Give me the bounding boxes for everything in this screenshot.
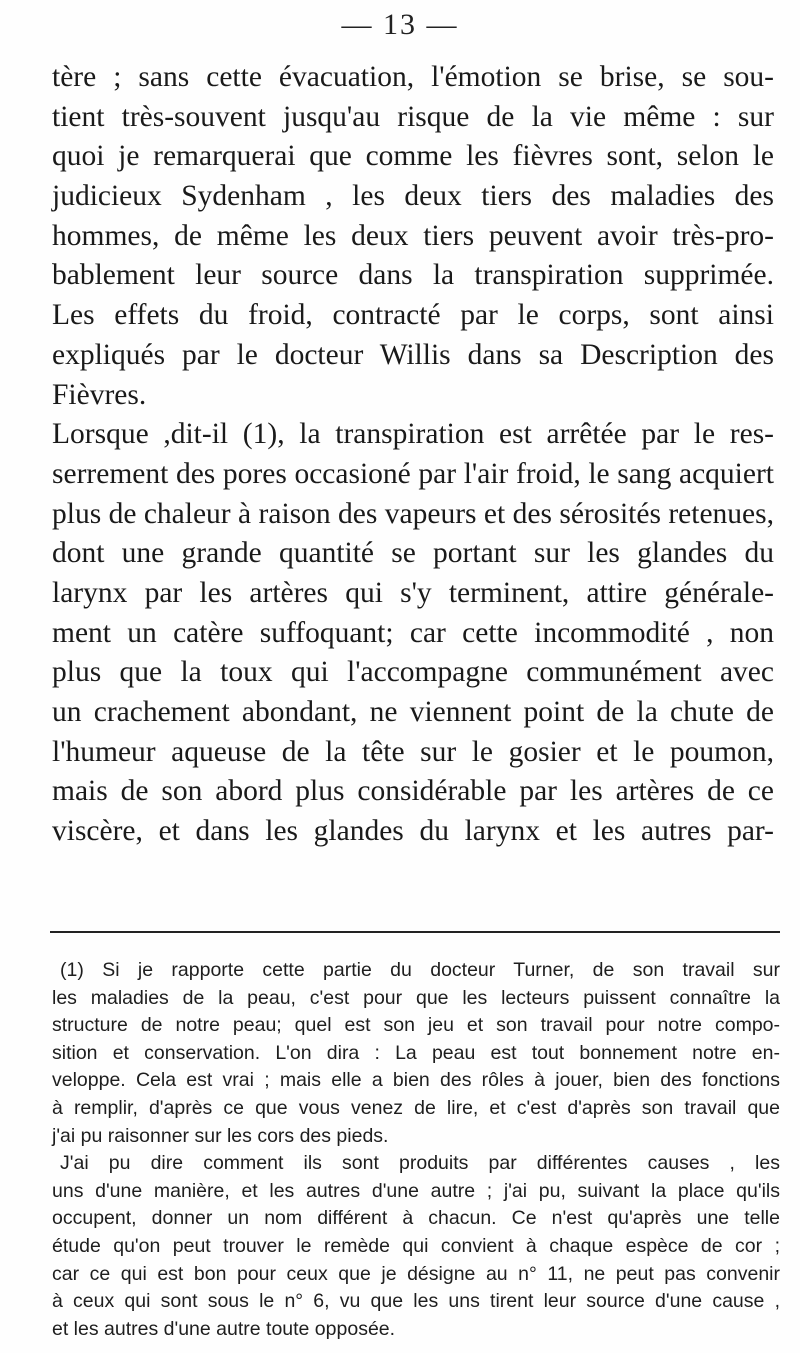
- text-line: larynx par les artères qui s'y terminent, attire générale-: [52, 576, 774, 609]
- footnote-line: occupent, donner un nom différent à chacun. Ce n'est qu'après une telle: [52, 1207, 780, 1230]
- text-line: l'humeur aqueuse de la tête sur le gosier et le poumon,: [52, 735, 774, 768]
- footnote-block: [52, 957, 780, 1343]
- main-text-block: [52, 58, 774, 852]
- footnote-separator-rule: [50, 931, 780, 933]
- text-line: bablement leur source dans la transpiration supprimée.: [52, 259, 774, 292]
- page-number: — 13 —: [341, 8, 459, 41]
- text-line: viscère, et dans les glandes du larynx et les autres par-: [52, 815, 774, 848]
- text-line: tère ; sans cette évacuation, l'émotion se brise, se sou-: [52, 61, 774, 93]
- text-line: Les effets du froid, contracté par le corps, sont ainsi: [52, 299, 774, 332]
- footnote-line: j'ai pu raisonner sur les cors des pieds.: [52, 1124, 389, 1147]
- footnote-line: à ceux qui sont sous le n° 6, vu que les uns tirent leur source d'une cause ,: [52, 1290, 780, 1313]
- text-line: ment un catère suffoquant; car cette incommodité , non: [52, 616, 774, 649]
- text-line: un crachement abondant, ne viennent point de la chute de: [52, 696, 774, 728]
- text-line: dont une grande quantité se portant sur les glandes du: [52, 537, 774, 570]
- footnote-line: étude qu'on peut trouver le remède qui convient à chaque espèce de cor ;: [52, 1234, 780, 1257]
- footnote-line: veloppe. Cela est vrai ; mais elle a bien des rôles à jouer, bien des fonctions: [52, 1069, 780, 1092]
- text-line: mais de son abord plus considérable par les artères de ce: [52, 775, 774, 808]
- text-line: serrement des pores occasioné par l'air froid, le sang acquiert: [52, 457, 774, 490]
- footnote-line: (1) Si je rapporte cette partie du docteur Turner, de son travail sur: [60, 959, 780, 981]
- footnote-line: structure de notre peau; quel est son jeu et son travail pour notre compo-: [52, 1014, 780, 1037]
- text-line: Fièvres.: [52, 378, 147, 411]
- text-line: hommes, de même les deux tiers peuvent avoir très-pro-: [52, 219, 774, 252]
- text-line: plus que la toux qui l'accompagne communément avec: [52, 656, 774, 689]
- text-line: judicieux Sydenham , les deux tiers des maladies des: [52, 180, 774, 213]
- footnote-line: et les autres d'une autre toute opposée.: [52, 1317, 396, 1340]
- footnote-line: les maladies de la peau, c'est pour que les lecteurs puissent connaître la: [52, 986, 780, 1009]
- footnote-line: J'ai pu dire comment ils sont produits par différentes causes , les: [60, 1152, 780, 1175]
- text-line: quoi je remarquerai que comme les fièvres sont, selon le: [52, 140, 774, 173]
- footnote-line: uns d'une manière, et les autres d'une autre ; j'ai pu, suivant la place qu'ils: [52, 1179, 780, 1202]
- footnote-line: sition et conservation. L'on dira : La peau est tout bonnement notre en-: [52, 1041, 780, 1064]
- text-line: Lorsque ,dit-il (1), la transpiration est arrêtée par le res-: [52, 418, 774, 451]
- text-line: plus de chaleur à raison des vapeurs et des sérosités retenues,: [52, 497, 774, 530]
- text-line: expliqués par le docteur Willis dans sa Description des: [52, 338, 774, 371]
- footnote-line: car ce qui est bon pour ceux que je désigne au n° 11, ne peut pas convenir: [52, 1262, 780, 1285]
- footnote-line: à remplir, d'après ce que vous venez de lire, et c'est d'après son travail que: [52, 1096, 780, 1119]
- text-line: tient très-souvent jusqu'au risque de la vie même : sur: [52, 100, 774, 133]
